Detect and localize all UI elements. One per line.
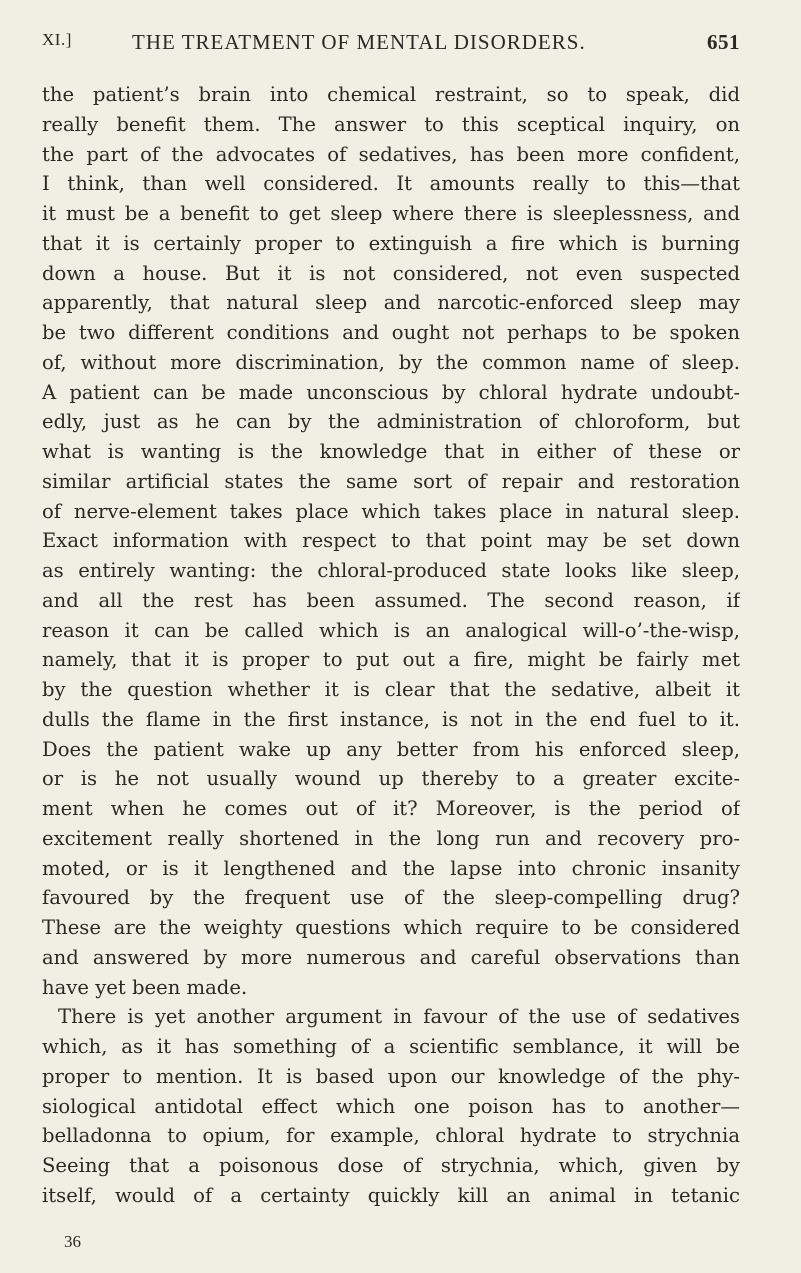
text-line: reason it can be called which is an analogical will-o’-the-wisp, — [42, 618, 740, 642]
text-line: that it is certainly proper to extinguish a fire which is burning — [42, 231, 740, 255]
text-line: A patient can be made unconscious by chloral hydrate undoubt- — [42, 380, 740, 404]
text-line: as entirely wanting: the chloral-produced state looks like sleep, — [42, 559, 740, 582]
text-line: apparently, that natural sleep and narcotic-enforced sleep may — [42, 291, 740, 315]
text-line: itself, would of a certainty quickly kill an animal in tetanic — [42, 1183, 740, 1207]
text-line: ment when he comes out of it? Moreover, is the period of — [42, 797, 740, 820]
text-line: it must be a benefit to get sleep where there is sleeplessness, and — [42, 202, 740, 225]
text-line-paragraph-start: There is yet another argument in favour of the use of sedatives — [58, 1005, 740, 1029]
text-line: the part of the advocates of sedatives, has been more confident, — [42, 142, 740, 166]
text-line: namely, that it is proper to put out a fire, might be fairly met — [42, 648, 740, 672]
text-line: what is wanting is the knowledge that in either of these or — [42, 440, 740, 463]
text-line: be two different conditions and ought not perhaps to be spoken — [42, 321, 740, 344]
text-line: excitement really shortened in the long run and recovery pro- — [42, 826, 740, 850]
text-line: siological antidotal effect which one poison has to another— — [42, 1094, 740, 1118]
text-line: by the question whether it is clear that the sedative, albeit it — [42, 678, 740, 701]
text-line: similar artificial states the same sort of repair and restoration — [42, 469, 740, 493]
body-text — [42, 80, 740, 1211]
text-line: really benefit them. The answer to this sceptical inquiry, on — [42, 112, 740, 136]
text-line: moted, or is it lengthened and the lapse into chronic insanity — [42, 856, 740, 880]
text-line: Seeing that a poisonous dose of strychnia, which, given by — [42, 1154, 740, 1177]
text-line: which, as it has something of a scientific semblance, it will be — [42, 1035, 740, 1058]
text-line: of nerve-element takes place which takes place in natural sleep. — [42, 499, 740, 523]
text-line: of, without more discrimination, by the common name of sleep. — [42, 350, 740, 374]
text-line: I think, than well considered. It amounts really to this—that — [42, 172, 740, 196]
text-line: edly, just as he can by the administration of chloroform, but — [42, 410, 740, 434]
text-line: Does the patient wake up any better from his enforced sleep, — [42, 737, 740, 761]
text-line: dulls the flame in the first instance, is not in the end fuel to it. — [42, 707, 740, 731]
text-line: the patient’s brain into chemical restraint, so to speak, did — [42, 83, 740, 106]
text-line-paragraph-end: have yet been made. — [42, 975, 248, 999]
text-line: down a house. But it is not considered, not even suspected — [42, 261, 740, 285]
text-line: These are the weighty questions which require to be considered — [42, 916, 740, 939]
text-line: favoured by the frequent use of the sleep-compelling drug? — [42, 886, 740, 910]
text-line: proper to mention. It is based upon our knowledge of the phy- — [42, 1064, 740, 1088]
text-line: Exact information with respect to that point may be set down — [42, 529, 740, 553]
text-line: and answered by more numerous and careful observations than — [42, 945, 740, 969]
text-line: and all the rest has been assumed. The second reason, if — [42, 588, 740, 612]
text-line: belladonna to opium, for example, chloral hydrate to strychnia — [42, 1124, 740, 1148]
chapter-number: XI.] — [42, 30, 72, 49]
page-number: 651 — [707, 30, 740, 54]
running-head — [42, 30, 740, 54]
signature-mark: 36 — [64, 1232, 81, 1251]
text-line: or is he not usually wound up thereby to a greater excite- — [42, 767, 740, 791]
running-title: THE TREATMENT OF MENTAL DISORDERS. — [132, 30, 586, 54]
